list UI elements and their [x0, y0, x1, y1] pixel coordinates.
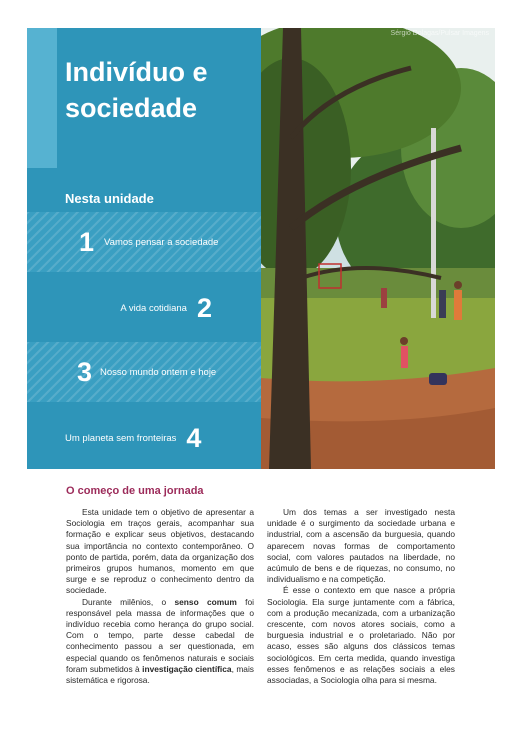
text-run: Durante milênios, o	[82, 596, 175, 607]
chapter-label: A vida cotidiana	[120, 302, 187, 314]
chapter-item-4	[27, 408, 261, 468]
text-column-right	[267, 507, 455, 686]
chapter-item-3	[27, 342, 261, 402]
unit-subtitle: Nesta unidade	[65, 191, 154, 206]
text-column-left	[66, 507, 254, 686]
photo-credit: Sérgio Dolagas/Pulsar Imagens	[390, 30, 489, 37]
paragraph: É esse o contexto em que nasce a própria Sociologia. Ela surge juntamente com a fábrica, com a produção mecanizada, com a urbanização crescente, com novos atores sociais, como a burguesia industrial e o proletariado. Não por acaso, esses são alguns dos clássicos temas sociológicos. Em certa medida, quando investiga esses fenômenos e as relações sociais a eles associadas, a Sociologia olha para si mesma.	[267, 585, 455, 686]
text-run: foi responsável pela massa de informações que o indivíduo recebia como herança do grupo social. Com o tempo, parte desse cabedal de conhecimento passou a ser questionada, em especial quando os fenômenos naturais e sociais foram submetidos à	[66, 596, 254, 674]
paragraph: Um dos temas a ser investigado nesta unidade é o surgimento da sociedade urbana e industrial, com a ascensão da burguesia, quando aparecem novas formas de comportamento social, com valores pautados na liberdade, no acúmulo de bens e de riquezas, no consumo, no individualismo e na competição.	[267, 507, 455, 585]
paragraph	[66, 597, 254, 687]
chapter-number: 4	[186, 422, 202, 453]
chapter-number: 3	[77, 356, 93, 387]
unit-title-line2: sociedade	[65, 93, 198, 123]
chapter-label: Um planeta sem fronteiras	[65, 432, 177, 444]
unit-number-graphic	[27, 28, 57, 168]
chapter-number: 2	[196, 292, 212, 323]
paragraph: Esta unidade tem o objetivo de apresentar a Sociologia em traços gerais, acompanhar sua formação e explicar seus objetivos, destacando sua importância no contexto contemporâneo. O ponto de partida, porém, data da organização dos primeiros grupos humanos, momento em que surge e se reproduz o conhecimento dentro da sociedade.	[66, 507, 254, 596]
chapter-label: Vamos pensar a sociedade	[104, 236, 219, 248]
term-senso-comum: senso comum	[174, 596, 237, 607]
term-investigacao-cientifica: investigação científica	[142, 663, 232, 674]
text-run: , mais sistemática e rigorosa.	[66, 663, 254, 686]
unit-title-line1: Indivíduo e	[65, 57, 208, 87]
chapter-label: Nosso mundo ontem e hoje	[100, 366, 217, 378]
chapter-item-1	[27, 212, 261, 272]
unit-panel	[27, 28, 261, 469]
chapter-item-2	[27, 278, 261, 338]
park-photo	[261, 28, 495, 469]
unit-opener	[27, 28, 495, 469]
unit-title	[65, 54, 255, 126]
section-title: O começo de uma jornada	[66, 485, 204, 497]
chapter-number: 1	[79, 226, 95, 257]
